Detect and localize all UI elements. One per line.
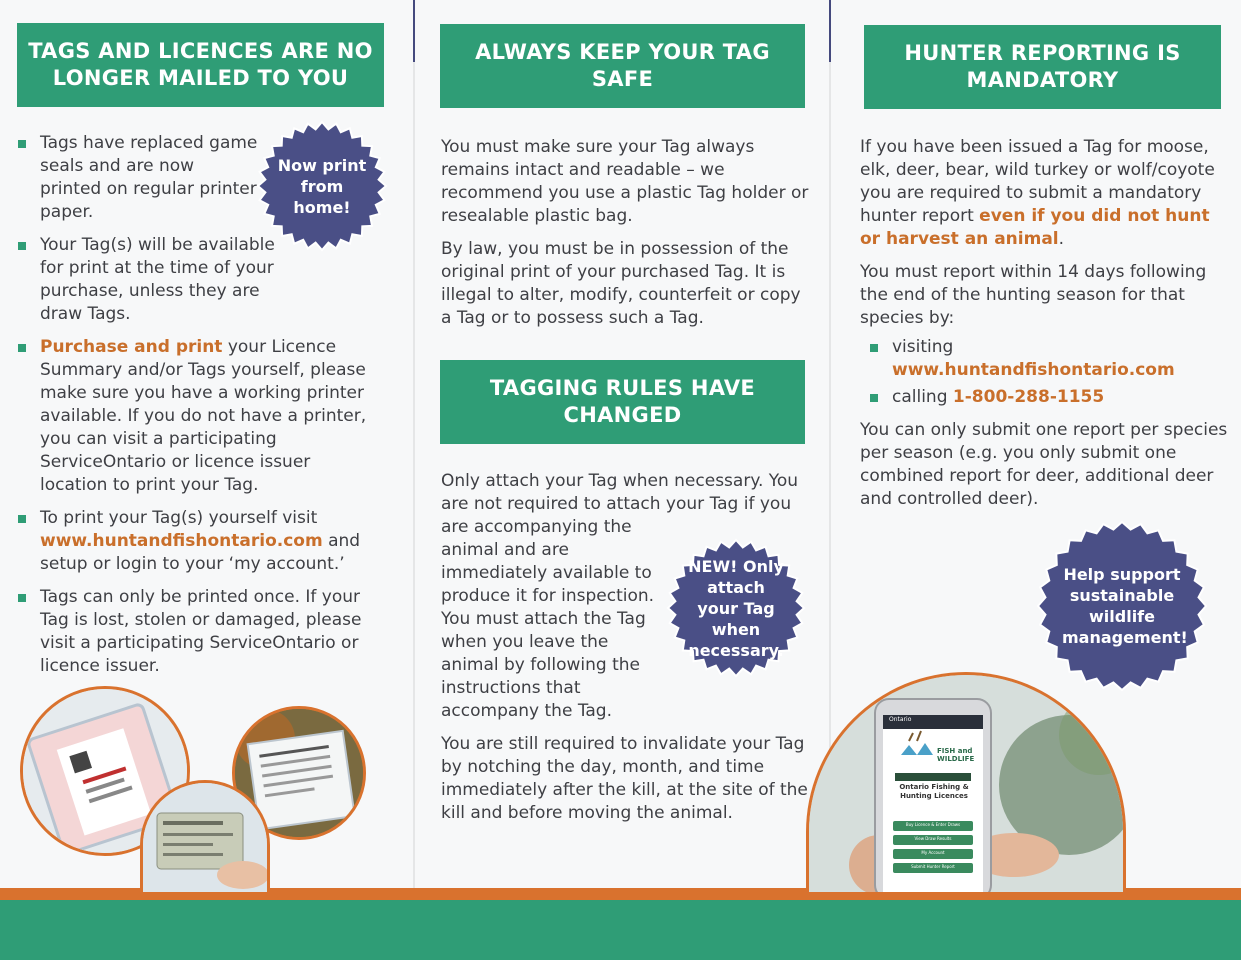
huntandfish-link-panel3[interactable]: www.huntandfishontario.com xyxy=(892,360,1175,380)
panel2-paragraph-1: You must make sure your Tag always remains intact and readable – we recommend you use a plastic Tag holder or resealable plastic bag. xyxy=(441,137,809,226)
panel1-bullet-4-post: and setup or login to your ‘my account.’ xyxy=(40,531,361,574)
bottom-green-band xyxy=(0,900,1241,960)
licence-card-image xyxy=(143,783,270,892)
panel3-paragraph-1-text: If you have been issued a Tag for moose, elk, deer, bear, wild turkey or wolf/coyote you are required to submit a mandatory hunter report xyxy=(860,137,1215,226)
phone-button-draw-results: View Draw Results xyxy=(914,836,952,841)
panel1-bullet-4-text: To print your Tag(s) yourself visit xyxy=(40,508,318,528)
calling-label: calling xyxy=(892,387,953,407)
visiting-label: visiting xyxy=(892,337,954,357)
panel2-heading-tagging-rules: TAGGING RULES HAVE CHANGED xyxy=(440,360,805,444)
panel2-paragraph-3-line2: are not required to attach your Tag if you xyxy=(441,494,792,514)
new-only-attach-badge xyxy=(666,538,806,678)
help-support-badge-text: Help support sustainable wildlife management! xyxy=(1062,565,1188,647)
panel1-bullet-1-text: Tags have replaced game seals and are now printed on regular printer paper. xyxy=(40,133,258,222)
now-print-badge-text: Now print from home! xyxy=(277,155,367,217)
phone-app-title: Ontario Fishing & Hunting Licences xyxy=(899,783,969,800)
new-only-attach-badge-text: NEW! Only attach your Tag when necessary. xyxy=(688,556,784,660)
report-method-web xyxy=(870,336,1228,382)
panel1-heading: TAGS AND LICENCES ARE NO LONGER MAILED TO YOU xyxy=(17,23,384,107)
phone-button-buy-licence: Buy Licence & Enter Draws xyxy=(905,822,961,827)
panel3-heading: HUNTER REPORTING IS MANDATORY xyxy=(864,25,1221,109)
purchase-print-highlight: Purchase and print xyxy=(40,337,223,357)
panel2-paragraph-3-line1: Only attach your Tag when necessary. You xyxy=(441,471,799,491)
panel2-heading-tag-safe: ALWAYS KEEP YOUR TAG SAFE xyxy=(440,24,805,108)
help-support-badge xyxy=(1036,520,1208,692)
phone-brand-text: Ontario xyxy=(889,716,912,723)
panel1-bullet-3 xyxy=(18,336,378,497)
phone-logo-text: FISH and WILDLIFE xyxy=(937,747,975,763)
panel1-bullet-1 xyxy=(18,132,258,224)
panel1-bullet-3-text: your Licence Summary and/or Tags yourself, please make sure you have a working printer available. If you do not have a printer, you can visit a participating ServiceOntario or licence issuer location to print your Tag. xyxy=(40,337,367,495)
panel3-report-methods xyxy=(870,336,1228,409)
panel1-bullet-5 xyxy=(18,586,378,678)
panel3-paragraph-1 xyxy=(860,136,1228,251)
phone-button-submit-report: Submit Hunter Report xyxy=(911,864,955,869)
fold-line-left xyxy=(413,0,415,960)
panel2-paragraph-4: You are still required to invalidate your Tag by notching the day, month, and time immediately after the kill, at the site of the kill and before moving the animal. xyxy=(441,734,808,823)
panel3-paragraph-3: You can only submit one report per species per season (e.g. you only submit one combined report for deer, additional deer and controlled deer). xyxy=(860,420,1228,509)
phone-button-my-account: My Account xyxy=(921,850,945,855)
panel2-paragraph-3-rest: are accompanying the animal and are immediately available to produce it for inspection. You must attach the Tag when you leave the animal by following the instructions that accompany the Tag. xyxy=(441,517,655,721)
even-if-not-hunt-highlight: even if you did not hunt or harvest an animal xyxy=(860,206,1210,249)
panel3-paragraph-2: You must report within 14 days following the end of the hunting season for that species by: xyxy=(860,262,1207,328)
panel3-paragraph-1-end: . xyxy=(1058,229,1065,249)
panel1-bullet-2-text: Your Tag(s) will be available for print at the time of your purchase, unless they are draw Tags. xyxy=(40,235,275,324)
panel1-bullet-4 xyxy=(18,507,378,576)
panel1-bullet-5-text: Tags can only be printed once. If your Tag is lost, stolen or damaged, please visit a participating ServiceOntario or licence issuer. xyxy=(40,587,362,676)
phone-number-link[interactable]: 1-800-288-1155 xyxy=(952,387,1105,407)
panel2-paragraph-2: By law, you must be in possession of the original print of your purchased Tag. It is illegal to alter, modify, counterfeit or copy a Tag or to possess such a Tag. xyxy=(441,239,801,328)
now-print-badge xyxy=(256,120,388,252)
huntandfish-link-panel1[interactable]: www.huntandfishontario.com xyxy=(40,531,323,551)
panel2-body-top xyxy=(441,136,809,340)
report-method-phone xyxy=(870,386,1228,409)
panel3-body xyxy=(860,136,1228,521)
